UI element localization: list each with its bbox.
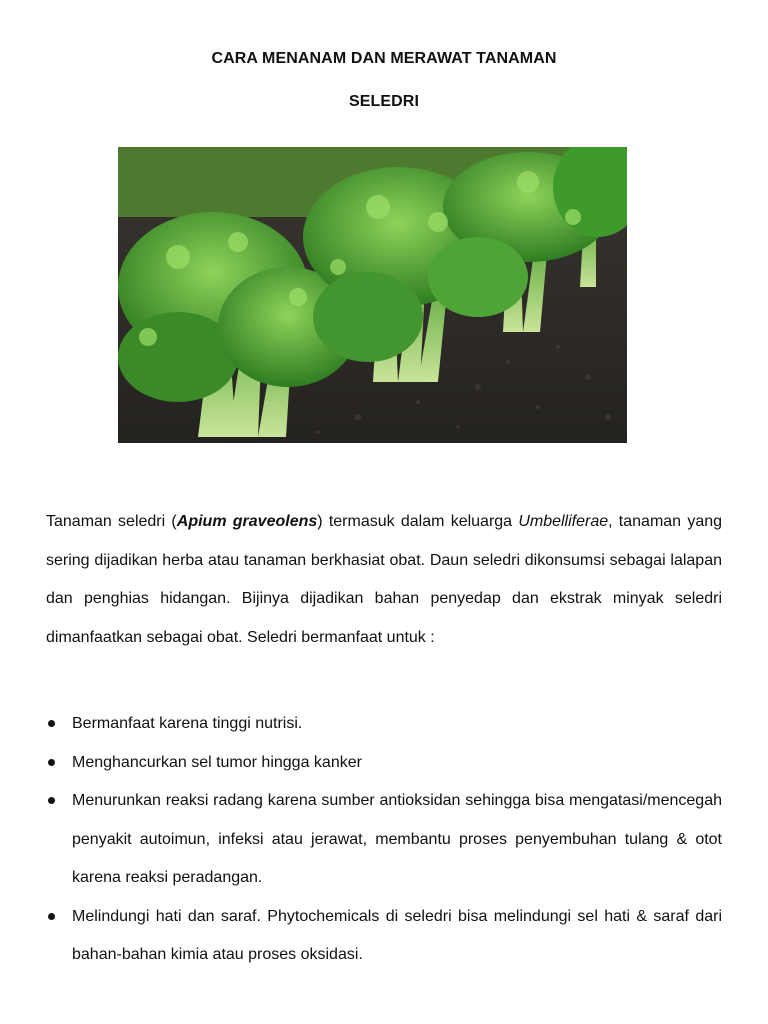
- benefit-text: Menurunkan reaksi radang karena sumber antioksidan sehingga bisa mengatasi/mencegah penyakit autoimun, infeksi atau jerawat, membantu proses penyembuhan tulang & otot karena reaksi peradangan.: [72, 792, 722, 886]
- benefit-text: Menghancurkan sel tumor hingga kanker: [72, 753, 362, 771]
- species-name: Apium graveolens: [176, 513, 318, 530]
- list-item: [46, 898, 722, 975]
- bullet-icon: [48, 720, 55, 727]
- page-title-line-2: SELEDRI: [348, 93, 420, 110]
- bullet-icon: [48, 913, 55, 920]
- benefits-list: [46, 705, 722, 975]
- benefit-text: Melindungi hati dan saraf. Phytochemicals di seledri bisa melindungi sel hati & saraf dari bahan-bahan kimia atau proses oksidasi.: [72, 907, 722, 963]
- bullet-icon: [48, 797, 55, 804]
- list-item: [46, 744, 722, 783]
- list-item: [46, 782, 722, 898]
- list-item: [46, 705, 722, 744]
- intro-paragraph: [46, 503, 722, 657]
- intro-text-1: Tanaman seledri (: [46, 513, 177, 530]
- intro-text-2: ) termasuk dalam keluarga: [317, 513, 519, 530]
- benefit-text: Bermanfaat karena tinggi nutrisi.: [72, 715, 303, 732]
- celery-photo: [118, 147, 627, 443]
- page-title-line-1: CARA MENANAM DAN MERAWAT TANAMAN: [211, 50, 557, 67]
- bullet-icon: [48, 759, 55, 766]
- family-name: Umbelliferae: [518, 513, 609, 530]
- intro-text-3: , tanaman yang sering dijadikan herba atau tanaman berkhasiat obat. Daun seledri dikonsumsi sebagai lalapan dan penghias hidangan. Bijinya dijadikan bahan penyedap dan ekstrak minyak seledri dimanfaatkan sebagai obat. Seledri bermanfaat untuk :: [46, 513, 723, 646]
